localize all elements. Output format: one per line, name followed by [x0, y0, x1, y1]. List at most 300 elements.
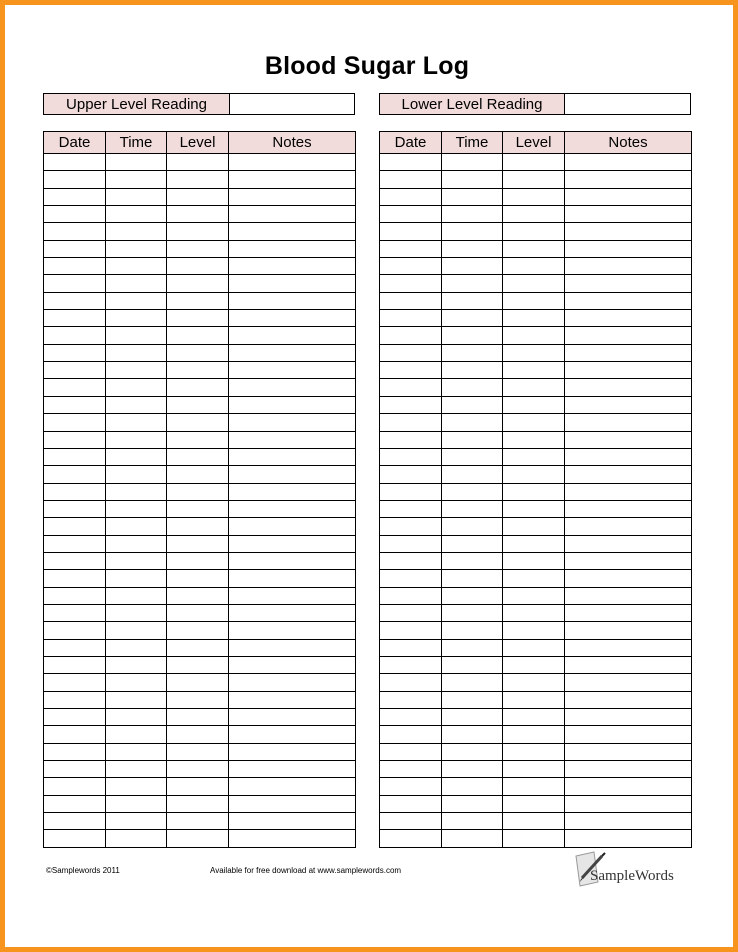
time-cell[interactable] [442, 778, 503, 795]
date-cell[interactable] [44, 223, 106, 240]
notes-cell[interactable] [229, 379, 356, 396]
notes-cell[interactable] [565, 431, 692, 448]
time-cell[interactable] [106, 518, 167, 535]
date-cell[interactable] [44, 535, 106, 552]
date-cell[interactable] [44, 396, 106, 413]
notes-cell[interactable] [229, 240, 356, 257]
date-cell[interactable] [44, 292, 106, 309]
level-cell[interactable] [167, 691, 229, 708]
date-cell[interactable] [380, 795, 442, 812]
date-cell[interactable] [44, 709, 106, 726]
date-cell[interactable] [380, 362, 442, 379]
level-cell[interactable] [503, 552, 565, 569]
notes-cell[interactable] [565, 379, 692, 396]
date-cell[interactable] [380, 154, 442, 171]
notes-cell[interactable] [565, 206, 692, 223]
date-cell[interactable] [44, 327, 106, 344]
notes-cell[interactable] [565, 344, 692, 361]
notes-cell[interactable] [565, 813, 692, 830]
notes-cell[interactable] [229, 448, 356, 465]
date-cell[interactable] [44, 622, 106, 639]
date-cell[interactable] [44, 500, 106, 517]
level-cell[interactable] [503, 171, 565, 188]
level-cell[interactable] [503, 795, 565, 812]
date-cell[interactable] [380, 240, 442, 257]
notes-cell[interactable] [229, 327, 356, 344]
time-cell[interactable] [442, 379, 503, 396]
date-cell[interactable] [380, 761, 442, 778]
level-cell[interactable] [167, 171, 229, 188]
date-cell[interactable] [44, 344, 106, 361]
level-cell[interactable] [503, 327, 565, 344]
time-cell[interactable] [442, 570, 503, 587]
date-cell[interactable] [380, 570, 442, 587]
notes-cell[interactable] [229, 396, 356, 413]
date-cell[interactable] [380, 206, 442, 223]
time-cell[interactable] [442, 483, 503, 500]
notes-cell[interactable] [229, 761, 356, 778]
date-cell[interactable] [44, 570, 106, 587]
date-cell[interactable] [380, 396, 442, 413]
time-cell[interactable] [106, 258, 167, 275]
notes-cell[interactable] [229, 813, 356, 830]
level-cell[interactable] [167, 379, 229, 396]
date-cell[interactable] [380, 778, 442, 795]
notes-cell[interactable] [565, 292, 692, 309]
level-cell[interactable] [503, 431, 565, 448]
level-cell[interactable] [167, 344, 229, 361]
date-cell[interactable] [380, 743, 442, 760]
notes-cell[interactable] [229, 535, 356, 552]
date-cell[interactable] [380, 171, 442, 188]
level-cell[interactable] [167, 656, 229, 673]
time-cell[interactable] [442, 240, 503, 257]
time-cell[interactable] [106, 344, 167, 361]
date-cell[interactable] [380, 691, 442, 708]
level-cell[interactable] [167, 154, 229, 171]
time-cell[interactable] [442, 448, 503, 465]
time-cell[interactable] [106, 466, 167, 483]
time-cell[interactable] [106, 535, 167, 552]
date-cell[interactable] [44, 604, 106, 621]
notes-cell[interactable] [229, 258, 356, 275]
time-cell[interactable] [442, 258, 503, 275]
notes-cell[interactable] [229, 656, 356, 673]
time-cell[interactable] [442, 656, 503, 673]
date-cell[interactable] [44, 674, 106, 691]
time-cell[interactable] [442, 813, 503, 830]
date-cell[interactable] [44, 813, 106, 830]
level-cell[interactable] [503, 761, 565, 778]
date-cell[interactable] [380, 813, 442, 830]
notes-cell[interactable] [565, 362, 692, 379]
time-cell[interactable] [106, 327, 167, 344]
notes-cell[interactable] [229, 691, 356, 708]
level-cell[interactable] [167, 813, 229, 830]
notes-cell[interactable] [229, 310, 356, 327]
notes-cell[interactable] [565, 761, 692, 778]
notes-cell[interactable] [229, 223, 356, 240]
level-cell[interactable] [503, 344, 565, 361]
time-cell[interactable] [106, 448, 167, 465]
level-cell[interactable] [167, 414, 229, 431]
level-cell[interactable] [503, 830, 565, 847]
time-cell[interactable] [442, 518, 503, 535]
time-cell[interactable] [442, 171, 503, 188]
level-cell[interactable] [167, 604, 229, 621]
time-cell[interactable] [442, 709, 503, 726]
level-cell[interactable] [167, 431, 229, 448]
time-cell[interactable] [442, 726, 503, 743]
time-cell[interactable] [442, 674, 503, 691]
level-cell[interactable] [503, 258, 565, 275]
date-cell[interactable] [380, 292, 442, 309]
level-cell[interactable] [503, 379, 565, 396]
time-cell[interactable] [442, 691, 503, 708]
time-cell[interactable] [442, 431, 503, 448]
time-cell[interactable] [106, 310, 167, 327]
date-cell[interactable] [380, 431, 442, 448]
date-cell[interactable] [44, 188, 106, 205]
level-cell[interactable] [167, 362, 229, 379]
level-cell[interactable] [503, 709, 565, 726]
date-cell[interactable] [44, 171, 106, 188]
notes-cell[interactable] [565, 639, 692, 656]
date-cell[interactable] [44, 761, 106, 778]
level-cell[interactable] [167, 674, 229, 691]
notes-cell[interactable] [565, 795, 692, 812]
time-cell[interactable] [106, 691, 167, 708]
time-cell[interactable] [106, 726, 167, 743]
date-cell[interactable] [380, 310, 442, 327]
notes-cell[interactable] [565, 327, 692, 344]
level-cell[interactable] [167, 310, 229, 327]
notes-cell[interactable] [565, 396, 692, 413]
time-cell[interactable] [106, 639, 167, 656]
notes-cell[interactable] [565, 483, 692, 500]
date-cell[interactable] [44, 483, 106, 500]
time-cell[interactable] [106, 813, 167, 830]
time-cell[interactable] [106, 830, 167, 847]
level-cell[interactable] [503, 240, 565, 257]
time-cell[interactable] [442, 604, 503, 621]
notes-cell[interactable] [565, 552, 692, 569]
level-cell[interactable] [503, 188, 565, 205]
notes-cell[interactable] [229, 743, 356, 760]
time-cell[interactable] [106, 761, 167, 778]
time-cell[interactable] [106, 275, 167, 292]
date-cell[interactable] [44, 154, 106, 171]
time-cell[interactable] [442, 206, 503, 223]
lower-level-reading-field[interactable] [565, 94, 690, 114]
notes-cell[interactable] [565, 258, 692, 275]
time-cell[interactable] [106, 674, 167, 691]
time-cell[interactable] [442, 500, 503, 517]
notes-cell[interactable] [229, 431, 356, 448]
time-cell[interactable] [106, 570, 167, 587]
time-cell[interactable] [106, 604, 167, 621]
date-cell[interactable] [44, 743, 106, 760]
level-cell[interactable] [167, 483, 229, 500]
date-cell[interactable] [380, 483, 442, 500]
level-cell[interactable] [503, 691, 565, 708]
level-cell[interactable] [503, 639, 565, 656]
notes-cell[interactable] [565, 171, 692, 188]
date-cell[interactable] [44, 518, 106, 535]
date-cell[interactable] [380, 622, 442, 639]
time-cell[interactable] [442, 830, 503, 847]
notes-cell[interactable] [229, 674, 356, 691]
date-cell[interactable] [44, 431, 106, 448]
date-cell[interactable] [380, 327, 442, 344]
date-cell[interactable] [44, 206, 106, 223]
level-cell[interactable] [503, 154, 565, 171]
notes-cell[interactable] [229, 639, 356, 656]
time-cell[interactable] [106, 552, 167, 569]
level-cell[interactable] [167, 396, 229, 413]
level-cell[interactable] [503, 604, 565, 621]
date-cell[interactable] [380, 709, 442, 726]
notes-cell[interactable] [229, 778, 356, 795]
date-cell[interactable] [44, 587, 106, 604]
level-cell[interactable] [503, 275, 565, 292]
level-cell[interactable] [167, 552, 229, 569]
notes-cell[interactable] [229, 414, 356, 431]
level-cell[interactable] [503, 414, 565, 431]
notes-cell[interactable] [229, 709, 356, 726]
date-cell[interactable] [380, 344, 442, 361]
time-cell[interactable] [106, 483, 167, 500]
level-cell[interactable] [503, 535, 565, 552]
time-cell[interactable] [106, 223, 167, 240]
level-cell[interactable] [503, 674, 565, 691]
notes-cell[interactable] [565, 240, 692, 257]
notes-cell[interactable] [229, 466, 356, 483]
level-cell[interactable] [503, 500, 565, 517]
level-cell[interactable] [503, 206, 565, 223]
notes-cell[interactable] [565, 587, 692, 604]
level-cell[interactable] [167, 622, 229, 639]
level-cell[interactable] [503, 518, 565, 535]
notes-cell[interactable] [565, 691, 692, 708]
date-cell[interactable] [380, 535, 442, 552]
time-cell[interactable] [106, 709, 167, 726]
level-cell[interactable] [167, 743, 229, 760]
level-cell[interactable] [167, 761, 229, 778]
notes-cell[interactable] [565, 535, 692, 552]
level-cell[interactable] [167, 275, 229, 292]
date-cell[interactable] [380, 518, 442, 535]
date-cell[interactable] [44, 448, 106, 465]
time-cell[interactable] [106, 622, 167, 639]
level-cell[interactable] [167, 778, 229, 795]
date-cell[interactable] [44, 795, 106, 812]
level-cell[interactable] [503, 587, 565, 604]
level-cell[interactable] [167, 448, 229, 465]
date-cell[interactable] [44, 656, 106, 673]
time-cell[interactable] [442, 275, 503, 292]
notes-cell[interactable] [229, 552, 356, 569]
time-cell[interactable] [442, 327, 503, 344]
notes-cell[interactable] [565, 709, 692, 726]
time-cell[interactable] [442, 761, 503, 778]
level-cell[interactable] [167, 570, 229, 587]
level-cell[interactable] [503, 448, 565, 465]
level-cell[interactable] [167, 240, 229, 257]
level-cell[interactable] [503, 362, 565, 379]
level-cell[interactable] [167, 327, 229, 344]
notes-cell[interactable] [229, 483, 356, 500]
level-cell[interactable] [503, 743, 565, 760]
time-cell[interactable] [442, 396, 503, 413]
date-cell[interactable] [380, 726, 442, 743]
level-cell[interactable] [167, 206, 229, 223]
notes-cell[interactable] [565, 656, 692, 673]
date-cell[interactable] [380, 448, 442, 465]
date-cell[interactable] [44, 726, 106, 743]
date-cell[interactable] [380, 674, 442, 691]
level-cell[interactable] [503, 656, 565, 673]
time-cell[interactable] [442, 154, 503, 171]
time-cell[interactable] [106, 500, 167, 517]
date-cell[interactable] [44, 275, 106, 292]
time-cell[interactable] [442, 743, 503, 760]
level-cell[interactable] [503, 292, 565, 309]
notes-cell[interactable] [565, 466, 692, 483]
level-cell[interactable] [503, 622, 565, 639]
time-cell[interactable] [442, 639, 503, 656]
date-cell[interactable] [44, 466, 106, 483]
level-cell[interactable] [503, 778, 565, 795]
time-cell[interactable] [106, 795, 167, 812]
time-cell[interactable] [442, 188, 503, 205]
notes-cell[interactable] [229, 275, 356, 292]
level-cell[interactable] [167, 258, 229, 275]
date-cell[interactable] [44, 414, 106, 431]
time-cell[interactable] [106, 656, 167, 673]
date-cell[interactable] [44, 552, 106, 569]
notes-cell[interactable] [229, 604, 356, 621]
level-cell[interactable] [503, 570, 565, 587]
time-cell[interactable] [442, 310, 503, 327]
date-cell[interactable] [380, 587, 442, 604]
date-cell[interactable] [44, 639, 106, 656]
notes-cell[interactable] [565, 778, 692, 795]
date-cell[interactable] [380, 258, 442, 275]
level-cell[interactable] [167, 292, 229, 309]
level-cell[interactable] [503, 726, 565, 743]
time-cell[interactable] [442, 552, 503, 569]
date-cell[interactable] [380, 275, 442, 292]
time-cell[interactable] [106, 362, 167, 379]
notes-cell[interactable] [565, 275, 692, 292]
time-cell[interactable] [106, 778, 167, 795]
notes-cell[interactable] [229, 570, 356, 587]
time-cell[interactable] [106, 587, 167, 604]
notes-cell[interactable] [229, 830, 356, 847]
time-cell[interactable] [106, 292, 167, 309]
notes-cell[interactable] [565, 223, 692, 240]
notes-cell[interactable] [229, 171, 356, 188]
date-cell[interactable] [380, 188, 442, 205]
notes-cell[interactable] [565, 518, 692, 535]
time-cell[interactable] [106, 171, 167, 188]
date-cell[interactable] [380, 656, 442, 673]
notes-cell[interactable] [229, 206, 356, 223]
date-cell[interactable] [380, 466, 442, 483]
level-cell[interactable] [503, 466, 565, 483]
notes-cell[interactable] [565, 726, 692, 743]
level-cell[interactable] [503, 310, 565, 327]
notes-cell[interactable] [565, 674, 692, 691]
time-cell[interactable] [106, 240, 167, 257]
notes-cell[interactable] [565, 622, 692, 639]
date-cell[interactable] [44, 778, 106, 795]
notes-cell[interactable] [565, 310, 692, 327]
notes-cell[interactable] [229, 154, 356, 171]
notes-cell[interactable] [229, 726, 356, 743]
date-cell[interactable] [380, 604, 442, 621]
level-cell[interactable] [167, 709, 229, 726]
time-cell[interactable] [442, 622, 503, 639]
date-cell[interactable] [380, 414, 442, 431]
date-cell[interactable] [380, 500, 442, 517]
notes-cell[interactable] [229, 362, 356, 379]
time-cell[interactable] [442, 587, 503, 604]
time-cell[interactable] [106, 188, 167, 205]
date-cell[interactable] [44, 310, 106, 327]
level-cell[interactable] [167, 587, 229, 604]
date-cell[interactable] [44, 258, 106, 275]
level-cell[interactable] [167, 535, 229, 552]
date-cell[interactable] [380, 223, 442, 240]
notes-cell[interactable] [565, 414, 692, 431]
notes-cell[interactable] [565, 743, 692, 760]
time-cell[interactable] [106, 154, 167, 171]
level-cell[interactable] [167, 726, 229, 743]
time-cell[interactable] [442, 223, 503, 240]
time-cell[interactable] [442, 362, 503, 379]
time-cell[interactable] [106, 396, 167, 413]
time-cell[interactable] [106, 743, 167, 760]
date-cell[interactable] [44, 691, 106, 708]
time-cell[interactable] [106, 414, 167, 431]
notes-cell[interactable] [229, 622, 356, 639]
time-cell[interactable] [442, 795, 503, 812]
level-cell[interactable] [167, 518, 229, 535]
level-cell[interactable] [167, 500, 229, 517]
time-cell[interactable] [442, 414, 503, 431]
level-cell[interactable] [167, 188, 229, 205]
notes-cell[interactable] [229, 188, 356, 205]
date-cell[interactable] [44, 362, 106, 379]
notes-cell[interactable] [565, 570, 692, 587]
level-cell[interactable] [167, 830, 229, 847]
level-cell[interactable] [167, 639, 229, 656]
level-cell[interactable] [167, 466, 229, 483]
time-cell[interactable] [106, 431, 167, 448]
time-cell[interactable] [442, 466, 503, 483]
date-cell[interactable] [44, 830, 106, 847]
level-cell[interactable] [167, 223, 229, 240]
time-cell[interactable] [442, 535, 503, 552]
date-cell[interactable] [380, 830, 442, 847]
date-cell[interactable] [380, 639, 442, 656]
level-cell[interactable] [503, 813, 565, 830]
date-cell[interactable] [44, 379, 106, 396]
level-cell[interactable] [503, 223, 565, 240]
notes-cell[interactable] [229, 518, 356, 535]
